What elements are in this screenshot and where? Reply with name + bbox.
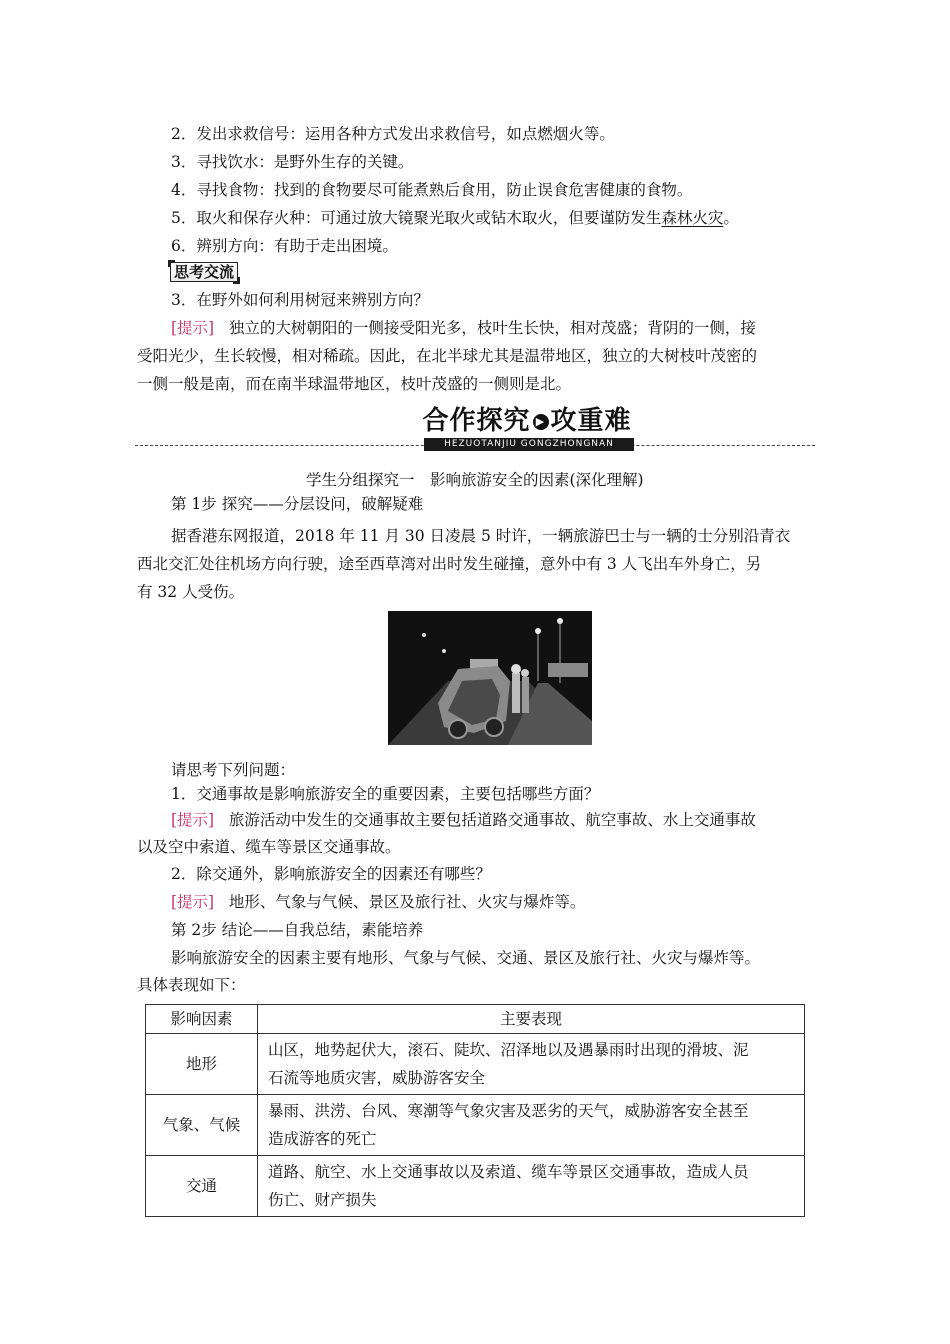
list-item: 3．寻找饮水：是野外生存的关键。	[171, 153, 414, 171]
table-row	[146, 1095, 805, 1156]
list-item: 4．寻找食物：找到的食物要尽可能煮熟后食用，防止误食危害健康的食物。	[171, 181, 693, 199]
hint-label: [提示]	[171, 811, 215, 829]
detail-line: 山区，地势起伏大，滚石、陡坎、沼泽地以及遇暴雨时出现的滑坡、泥	[268, 1041, 749, 1059]
banner-pinyin: HEZUOTANJIU GONGZHONGNAN	[424, 438, 634, 451]
list-item	[171, 208, 739, 228]
think-prompt: 请思考下列问题：	[171, 761, 296, 779]
table-header-row	[146, 1005, 805, 1034]
hint-label: [提示]	[171, 319, 215, 337]
table-row	[146, 1156, 805, 1217]
banner-right: 攻重难	[550, 406, 632, 436]
table-header-cell: 影响因素	[146, 1005, 258, 1034]
list-item-text: 5．取火和保存火种：可通过放大镜聚光取火或钻木取火，但要谨防发生	[171, 209, 662, 227]
answer-text: 旅游活动中发生的交通事故主要包括道路交通事故、航空事故、水上交通事故	[228, 811, 756, 829]
list-item: 6．辨别方向：有助于走出困境。	[171, 237, 398, 255]
answer-3-line: 一侧一般是南，而在南半球温带地区，枝叶茂盛的一侧则是北。	[137, 375, 572, 393]
accident-photo	[388, 611, 592, 745]
badge-label: 思考交流	[174, 263, 235, 281]
banner-title	[412, 406, 642, 436]
punctuation: 。	[723, 209, 739, 227]
section-banner	[412, 406, 642, 454]
news-paragraph-line: 有 32 人受伤。	[137, 583, 245, 601]
accident-photo-illustration	[388, 611, 592, 745]
detail-cell	[258, 1156, 805, 1217]
detail-line: 造成游客的死亡	[268, 1130, 377, 1148]
factor-cell: 气象、气候	[146, 1095, 258, 1156]
step-2-heading: 第 2步 结论——自我总结，素能培养	[171, 921, 424, 939]
detail-line: 石流等地质灾害，威胁游客安全	[268, 1069, 486, 1087]
table-row	[146, 1034, 805, 1095]
list-item: 2．发出求救信号：运用各种方式发出求救信号，如点燃烟火等。	[171, 125, 615, 143]
answer-3-line: 受阳光少，生长较慢，相对稀疏。因此，在北半球尤其是温带地区，独立的大树枝叶茂密的	[137, 347, 758, 365]
answer-1-line	[171, 810, 756, 830]
think-exchange-badge	[170, 262, 238, 282]
banner-left: 合作探究	[422, 406, 531, 436]
summary-line: 影响旅游安全的因素主要有地形、气象与气候、交通、景区及旅行社、火灾与爆炸等。	[171, 949, 761, 967]
factor-cell: 交通	[146, 1156, 258, 1217]
detail-cell	[258, 1095, 805, 1156]
hint-label: [提示]	[171, 893, 215, 911]
detail-line: 道路、航空、水上交通事故以及索道、缆车等景区交通事故，造成人员	[268, 1163, 749, 1181]
detail-cell	[258, 1034, 805, 1095]
answer-2-line	[171, 892, 585, 912]
detail-line: 暴雨、洪涝、台风、寒潮等气象灾害及恶劣的天气，威胁游客安全甚至	[268, 1102, 749, 1120]
section-title: 学生分组探究一 影响旅游安全的因素(深化理解)	[306, 471, 644, 489]
question-2: 2．除交通外，影响旅游安全的因素还有哪些？	[171, 865, 491, 883]
factor-cell: 地形	[146, 1034, 258, 1095]
factors-table	[145, 1004, 805, 1217]
answer-3-line	[171, 318, 756, 338]
detail-line: 伤亡、财产损失	[268, 1191, 377, 1209]
arrow-icon: ▶	[533, 414, 549, 430]
answer-1-line: 以及空中索道、缆车等景区交通事故。	[137, 838, 401, 856]
news-paragraph-line: 西北交汇处往机场方向行驶，途至西草湾对出时发生碰撞，意外中有 3 人飞出车外身亡，另	[137, 555, 762, 573]
answer-text: 独立的大树朝阳的一侧接受阳光多，枝叶生长快，相对茂盛；背阴的一侧，接	[228, 319, 756, 337]
underlined-term: 森林火灾	[661, 209, 724, 227]
summary-line: 具体表现如下：	[137, 976, 246, 994]
answer-text: 地形、气象与气候、景区及旅行社、火灾与爆炸等。	[228, 893, 586, 911]
news-paragraph-line: 据香港东网报道，2018 年 11 月 30 日凌晨 5 时许，一辆旅游巴士与一辆的士分别沿青衣	[171, 527, 791, 545]
question-1: 1．交通事故是影响旅游安全的重要因素，主要包括哪些方面？	[171, 785, 600, 803]
table-header-cell: 主要表现	[258, 1005, 805, 1034]
step-1-heading: 第 1步 探究——分层设问，破解疑难	[171, 495, 424, 513]
question-3: 3．在野外如何利用树冠来辨别方向？	[171, 291, 429, 309]
